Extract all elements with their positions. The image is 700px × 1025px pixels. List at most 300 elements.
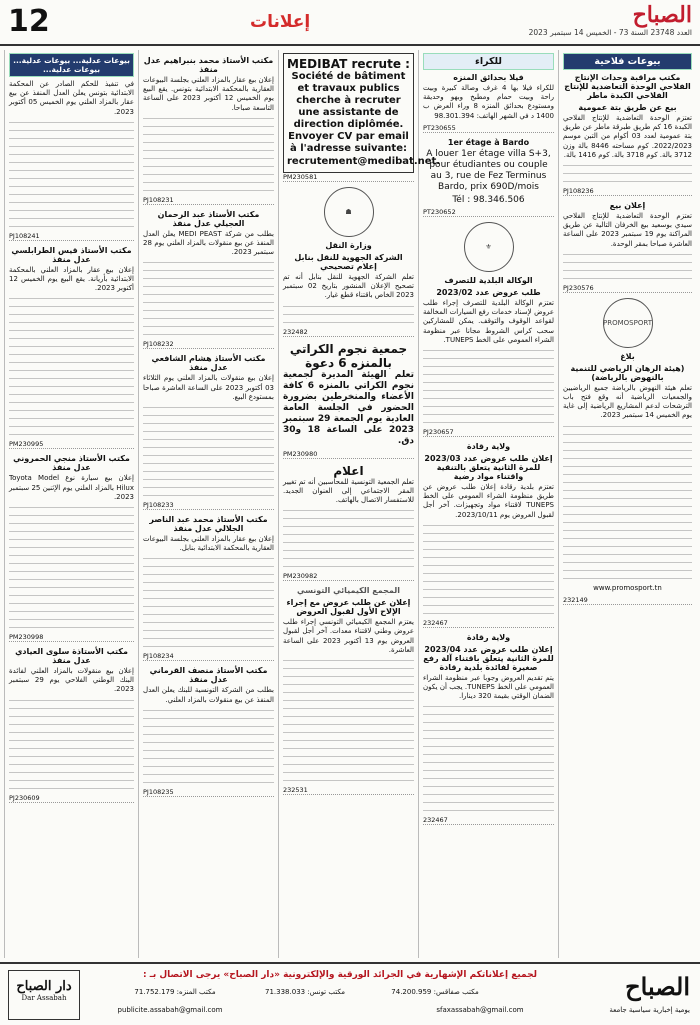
text-lines xyxy=(283,698,414,704)
text-lines xyxy=(423,603,554,609)
text-lines xyxy=(423,523,554,529)
ad-body: Société de bâtiment et travaux publics cherche à recruter une assistante de direction diplômée. Envoyer CV par email à l'adresse suivante: xyxy=(288,71,409,154)
ad-reference: PJ108236 xyxy=(563,187,692,196)
text-lines xyxy=(283,540,414,546)
text-lines xyxy=(143,732,274,738)
text-lines xyxy=(143,188,274,194)
text-lines xyxy=(563,440,692,446)
text-lines xyxy=(9,545,134,551)
ad-reference: PM230995 xyxy=(9,440,134,449)
page-number: 12 xyxy=(8,4,50,39)
text-lines xyxy=(9,416,134,422)
text-lines xyxy=(563,260,692,266)
section-title: إعلانات xyxy=(250,12,311,32)
text-lines xyxy=(563,504,692,510)
ad-reference: PT230655 xyxy=(423,124,554,133)
text-lines xyxy=(9,714,134,720)
text-lines xyxy=(143,556,274,562)
text-lines xyxy=(9,144,134,150)
text-lines xyxy=(9,136,134,142)
ad-reference: PJ108241 xyxy=(9,232,134,241)
text-lines xyxy=(9,304,134,310)
text-lines xyxy=(9,168,134,174)
ad-heading: ولاية رقادة xyxy=(466,632,511,642)
text-lines xyxy=(143,636,274,642)
text-lines xyxy=(563,488,692,494)
ad-subheading: (هيئة الرهان الرياضي للتنمية بالنهوض بالرياضة) xyxy=(570,363,685,382)
text-lines xyxy=(143,260,274,266)
text-lines xyxy=(283,738,414,744)
text-lines xyxy=(9,208,134,214)
text-lines xyxy=(563,544,692,550)
text-lines xyxy=(9,529,134,535)
text-lines xyxy=(143,316,274,322)
text-lines xyxy=(9,432,134,438)
dar-assabah-logo xyxy=(8,970,80,1020)
text-lines xyxy=(423,720,554,726)
text-lines xyxy=(9,408,134,414)
text-lines xyxy=(143,140,274,146)
text-lines xyxy=(423,752,554,758)
text-lines xyxy=(9,786,134,792)
ad-heading: مكتب الأستاذة سلوى العيادي عدل منفذ xyxy=(15,647,128,666)
newspaper-logo: الصباح xyxy=(632,2,692,28)
issue-info: العدد 23748 السنة 73 - الخميس 14 سبتمبر 2023 xyxy=(528,28,692,37)
ad-reference: PM230982 xyxy=(283,572,414,581)
text-lines xyxy=(143,772,274,778)
text-lines xyxy=(9,617,134,623)
ad-reference: PJ230576 xyxy=(563,284,692,293)
text-lines xyxy=(563,432,692,438)
text-lines xyxy=(9,746,134,752)
text-lines xyxy=(9,706,134,712)
ad-reference: PJ108233 xyxy=(143,501,274,510)
text-lines xyxy=(423,792,554,798)
text-lines xyxy=(9,384,134,390)
ad-body: بطلب من الشركة التونسية للبنك يعلن العدل المنفذ عن بيع منقولات بالمزاد العلني. xyxy=(143,686,274,704)
text-lines xyxy=(9,778,134,784)
text-lines xyxy=(423,611,554,617)
text-lines xyxy=(143,437,274,443)
column-agricultural-sales xyxy=(558,50,696,958)
ad-body: في تنفيذ للحكم الصادر عن المحكمة الابتدائية بتونس يعلن العدل المنفذ عن بيع عقار بالمزاد العلني يوم الخميس 05 أكتوبر 2023. xyxy=(9,80,134,116)
text-lines xyxy=(143,268,274,274)
ad-body: تعلم هيئة النهوض بالرياضة جميع الرياضيين والجمعيات الرياضية أنه وقع فتح باب الترشحات لدعم المشاريع الرياضية إلى غاية يوم الخميس 14 سبتمبر 2023. xyxy=(563,383,692,420)
text-lines xyxy=(9,593,134,599)
text-lines xyxy=(143,708,274,714)
text-lines xyxy=(9,120,134,126)
text-lines xyxy=(143,740,274,746)
ad-heading: وزارة النقل xyxy=(325,241,372,250)
text-lines xyxy=(563,448,692,454)
ad-reference: PT230652 xyxy=(423,208,554,217)
text-lines xyxy=(9,176,134,182)
text-lines xyxy=(143,148,274,154)
text-lines xyxy=(283,556,414,562)
text-lines xyxy=(143,324,274,330)
text-lines xyxy=(9,577,134,583)
text-lines xyxy=(9,521,134,527)
text-lines xyxy=(283,690,414,696)
text-lines xyxy=(9,730,134,736)
ad-body: تعلم الهيئة المديرة لجمعية نجوم الكراتي بالمنزه 6 كافة الأعضاء والمنخرطين بضرورة الحضور في الجلسة العامة العادية يوم الجمعة 29 سبتمبر 2023 على الساعة 18 و30 دق. xyxy=(283,369,415,446)
text-lines xyxy=(143,308,274,314)
ad-reference: 232467 xyxy=(423,619,554,628)
text-lines xyxy=(9,368,134,374)
text-lines xyxy=(283,762,414,768)
text-lines xyxy=(9,320,134,326)
text-lines xyxy=(143,116,274,122)
text-lines xyxy=(283,674,414,680)
text-lines xyxy=(423,420,554,426)
text-lines xyxy=(143,564,274,570)
text-lines xyxy=(9,738,134,744)
text-lines xyxy=(143,620,274,626)
ad-reference: PJ108232 xyxy=(143,340,274,349)
text-lines xyxy=(9,561,134,567)
text-lines xyxy=(9,128,134,134)
text-lines xyxy=(143,132,274,138)
footer-tagline: يومية إخبارية سياسية جامعة xyxy=(609,1006,690,1014)
footer-left-sub: Dar Assabah xyxy=(21,994,67,1002)
text-lines xyxy=(423,388,554,394)
text-lines xyxy=(9,400,134,406)
column-heading: بيوعات فلاحية xyxy=(563,53,692,70)
text-lines xyxy=(563,528,692,534)
text-lines xyxy=(423,571,554,577)
text-lines xyxy=(9,754,134,760)
text-lines xyxy=(143,588,274,594)
text-lines xyxy=(563,163,692,169)
page-footer xyxy=(0,962,700,1025)
text-lines xyxy=(423,704,554,710)
text-lines xyxy=(9,336,134,342)
ad-reference: 232467 xyxy=(423,816,554,825)
ad-body: تعتزم الوكالة البلدية للتصرف إجراء طلب عروض لإسناد خدمات رفع السيارات المخالفة لقواعد الوقوف والتوقف. يمكن للمشاركين سحب كراس الشروط مجانا عبر منظومة الشراء العمومي على الخط TUNEPS. xyxy=(423,299,554,344)
text-lines xyxy=(283,666,414,672)
text-lines xyxy=(283,320,414,326)
ad-body: تعتزم الوحدة التعاضدية للإنتاج الفلاحي سيدي بوسعيد بيع الخرفان التالية عن طريق المراكنة يوم 19 سبتمبر 2023 على الساعة العاشرة صباحا بمقر الوحدة. xyxy=(563,212,693,248)
text-lines xyxy=(423,412,554,418)
text-lines xyxy=(9,625,134,631)
ad-reference: 232482 xyxy=(283,328,414,337)
text-lines xyxy=(283,532,414,538)
text-lines xyxy=(563,520,692,526)
ad-heading: جمعية نجوم الكراتي بالمنزه 6 دعوة xyxy=(289,341,408,370)
ad-body: يعتزم المجمع الكيميائي التونسي إجراء طلب عروض وطني لاقتناء معدات. آخر أجل لقبول العروض يوم 13 أكتوبر 2023 على الساعة العاشرة. xyxy=(283,618,414,654)
text-lines xyxy=(9,376,134,382)
ad-body: إعلان بيع عقار بالمزاد العلني بجلسة البيوعات العقارية بالمحكمة الابتدائية بنابل. xyxy=(143,535,274,553)
text-lines xyxy=(143,405,274,411)
text-lines xyxy=(423,348,554,354)
text-lines xyxy=(9,770,134,776)
text-lines xyxy=(9,537,134,543)
text-lines xyxy=(283,770,414,776)
text-lines xyxy=(143,332,274,338)
text-lines xyxy=(143,485,274,491)
ad-phone: Tél : 98.346.506 xyxy=(452,194,525,205)
text-lines xyxy=(423,563,554,569)
text-lines xyxy=(423,364,554,370)
text-lines xyxy=(563,552,692,558)
text-lines xyxy=(143,644,274,650)
ad-heading: مكتب الأستاذ محمد عبد الناصر الجلالي عدل منفذ xyxy=(149,515,268,534)
text-lines xyxy=(9,192,134,198)
text-lines xyxy=(563,536,692,542)
text-lines xyxy=(143,300,274,306)
text-lines xyxy=(143,284,274,290)
ad-body: يتم تقديم العروض وجوبا عبر منظومة الشراء العمومي على الخط TUNEPS. يجب أن يكون الضمان الوقتي بقيمة 320 دينارا. xyxy=(423,673,554,701)
text-lines xyxy=(143,572,274,578)
text-lines xyxy=(9,184,134,190)
ad-body: للكراء فيلا بها 4 غرف وصالة كبيرة وبيت راحة وبيت حمام ومطبخ وبهو وحديقة ومستودع بحدائق المنزه 8 وراء العرض ب 1400 د في الشهر الهاتف: 98.301.394 xyxy=(423,84,554,120)
text-lines xyxy=(143,461,274,467)
text-lines xyxy=(143,292,274,298)
text-lines xyxy=(9,553,134,559)
ad-heading: بلاغ xyxy=(620,351,635,361)
ad-heading: مكتب الأستاذ قيس الطرابلسي عدل منفذ xyxy=(11,245,132,264)
page-header xyxy=(0,0,700,46)
text-lines xyxy=(143,493,274,499)
text-lines xyxy=(9,569,134,575)
text-lines xyxy=(563,560,692,566)
text-lines xyxy=(283,706,414,712)
footer-email[interactable]: publicite.assabah@gmail.com xyxy=(117,1006,223,1014)
ad-body: إعلان بيع منقولات بالمزاد العلني يوم الثلاثاء 03 أكتوبر 2023 على الساعة العاشرة صباحا بمستودع البيع. xyxy=(143,374,274,401)
text-lines xyxy=(283,714,414,720)
text-lines xyxy=(423,712,554,718)
text-lines xyxy=(423,356,554,362)
text-lines xyxy=(423,579,554,585)
footer-ad-line: لجميع إعلاناتكم الإشهارية في الجرائد الورقية والإلكترونية «دار الصباح» يرجى الاتصال بـ : xyxy=(143,970,537,980)
text-lines xyxy=(423,555,554,561)
ad-body: إعلان بيع عقار بالمزاد العلني بجلسة البيوعات العقارية بالمحكمة الابتدائية بتونس. يقع البيع يوم الخميس 12 أكتوبر 2023 على الساعة التاسعة صباحا. xyxy=(143,76,274,112)
ad-reference: 232149 xyxy=(563,596,692,605)
text-lines xyxy=(423,768,554,774)
text-lines xyxy=(143,596,274,602)
text-lines xyxy=(9,505,134,511)
ad-reference: 232531 xyxy=(283,786,414,795)
ad-body: تعلم الشركة الجهوية للنقل بنابل أنه تم تصحيح الإعلان المنشور بتاريخ 02 سبتمبر 2023 الخاص باقتناء قطع غيار. xyxy=(283,273,414,300)
text-lines xyxy=(563,424,692,430)
ad-body: إعلان بيع منقولات بالمزاد العلني لفائدة البنك الوطني الفلاحي يوم 29 سبتمبر 2023. xyxy=(9,667,135,694)
ministry-emblem: ☗ xyxy=(324,187,374,237)
text-lines xyxy=(283,746,414,752)
text-lines xyxy=(143,780,274,786)
ad-heading: 1er étage à Bardo xyxy=(447,137,530,147)
text-lines xyxy=(9,224,134,230)
text-lines xyxy=(423,728,554,734)
ad-body: تعتزم الوحدة التعاضدية للإنتاج الفلاحي الكبدة 16 كم طريق طبرقة ماطر عن طريق بتة عمومية لعدد 03 أكوام من التبن موسم 2022/2023. كوم مساحته 8446 بالة وزن 3712 بالة. كوم 3718 بالة. كوم 1416 بالة. xyxy=(563,114,692,159)
ad-heading: مكتب الأستاذ هشام الشافعي عدل منفذ xyxy=(151,354,266,373)
ad-reference: PJ230609 xyxy=(9,794,134,803)
ad-heading: اعلام xyxy=(333,463,364,478)
text-lines xyxy=(283,778,414,784)
text-lines xyxy=(143,172,274,178)
text-lines xyxy=(283,754,414,760)
text-lines xyxy=(143,453,274,459)
text-lines xyxy=(143,276,274,282)
ad-body: تعتزم بلدية رقادة إعلان طلب عروض عن طريق منظومة الشراء العمومي على الخط TUNEPS لاقتناء مواد وتجهيزات. آخر أجل لقبول العروض يوم 2023/10/11. xyxy=(423,483,554,519)
text-lines xyxy=(563,456,692,462)
text-lines xyxy=(9,762,134,768)
text-lines xyxy=(283,564,414,570)
text-lines xyxy=(283,524,414,530)
text-lines xyxy=(143,429,274,435)
ad-reference: PJ108231 xyxy=(143,196,274,205)
text-lines xyxy=(423,776,554,782)
text-lines xyxy=(423,396,554,402)
ad-heading: الوكالة البلدية للتصرف xyxy=(444,276,533,286)
text-lines xyxy=(283,304,414,310)
text-lines xyxy=(9,698,134,704)
text-lines xyxy=(9,200,134,206)
text-lines xyxy=(9,360,134,366)
text-lines xyxy=(143,756,274,762)
ad-heading: مكتب الأستاذ محمد بنبراهيم عدل منفذ xyxy=(143,56,274,74)
agency-emblem: ⚜ xyxy=(464,222,514,272)
ad-body: تعلم الجمعية التونسية للمحاسبين أنه تم تغيير المقر الاجتماعي إلى العنوان الجديد. للاستفسار الاتصال بالهاتف. xyxy=(283,477,414,505)
ad-body: A louer 1er étage villa S+3, pour étudiantes ou couple au 3, rue de Fez Terminus Bardo, prix 690D/mois xyxy=(426,148,551,192)
ad-reference: PJ108234 xyxy=(143,652,274,661)
column-court-sales xyxy=(138,50,278,958)
ad-reference: PJ108235 xyxy=(143,788,274,797)
ad-subheading: بيع عن طريق بتة عمومية xyxy=(578,103,677,112)
text-lines xyxy=(563,268,692,274)
text-lines xyxy=(283,722,414,728)
text-lines xyxy=(423,531,554,537)
ad-subheading: إعلان عن طلب عروض مع إجراء الإلاح الأول لقبول العروض xyxy=(286,598,411,617)
footer-office: مكتب صفاقس: 74.200.959 xyxy=(391,988,479,996)
text-lines xyxy=(143,421,274,427)
text-lines xyxy=(143,156,274,162)
text-lines xyxy=(563,568,692,574)
text-lines xyxy=(283,730,414,736)
text-lines xyxy=(423,736,554,742)
text-lines xyxy=(9,609,134,615)
footer-office: مكتب المنزه: 71.752.179 xyxy=(134,988,216,996)
text-lines xyxy=(423,784,554,790)
text-lines xyxy=(9,216,134,222)
text-lines xyxy=(563,480,692,486)
text-lines xyxy=(563,496,692,502)
text-lines xyxy=(423,539,554,545)
footer-logo: الصباح xyxy=(625,972,690,1001)
text-lines xyxy=(563,512,692,518)
text-lines xyxy=(423,808,554,814)
text-lines xyxy=(143,164,274,170)
text-lines xyxy=(9,722,134,728)
ad-subheading: طلب عروض عدد 2023/02 xyxy=(436,288,541,298)
ad-subheading: إعلان طلب عروض عدد 2023/03 للمرة الثانية يتعلق بالتنقية واقتناء مواد رضية xyxy=(424,454,553,482)
text-lines xyxy=(283,658,414,664)
text-lines xyxy=(143,628,274,634)
ad-reference: PM230581 xyxy=(283,173,414,182)
text-lines xyxy=(9,296,134,302)
text-lines xyxy=(9,344,134,350)
text-lines xyxy=(563,252,692,258)
ad-reference: PM230980 xyxy=(283,450,414,459)
text-lines xyxy=(143,124,274,130)
text-lines xyxy=(9,513,134,519)
promosport-logo: PROMOSPORT xyxy=(603,298,653,348)
text-lines xyxy=(563,276,692,282)
ad-heading: مكتب مراقبة وحدات الإنتاج الفلاحي الوحدة التعاضدية للإنتاج الفلاحي الكبدة ماطر xyxy=(564,73,691,100)
text-lines xyxy=(9,424,134,430)
text-lines xyxy=(9,601,134,607)
text-lines xyxy=(143,469,274,475)
text-lines xyxy=(143,477,274,483)
text-lines xyxy=(423,380,554,386)
text-lines xyxy=(9,392,134,398)
text-lines xyxy=(143,764,274,770)
text-lines xyxy=(283,312,414,318)
ad-reference: PJ230657 xyxy=(423,428,554,437)
column-heading: للكراء xyxy=(423,53,554,70)
text-lines xyxy=(563,179,692,185)
text-lines xyxy=(143,612,274,618)
text-lines xyxy=(9,328,134,334)
column-rentals xyxy=(418,50,558,958)
ad-body: بطلب من شركة MEDI PEAST يعلن العدل المنفذ عن بيع منقولات بالمزاد العلني يوم 28 سبتمبر 2023. xyxy=(143,229,275,257)
text-lines xyxy=(423,547,554,553)
ad-heading: ولاية رقادة xyxy=(466,442,511,452)
ad-heading: مكتب الأستاذ منصف القرماني عدل منفذ xyxy=(149,666,268,685)
column-heading: بيوعات عدلية... بيوعات عدلية... بيوعات عدلية... xyxy=(9,53,134,77)
text-lines xyxy=(9,160,134,166)
text-lines xyxy=(143,180,274,186)
ad-subheading: الشركة الجهوية للنقل بنابل إعلام تصحيحي xyxy=(294,253,403,271)
text-lines xyxy=(423,595,554,601)
text-lines xyxy=(9,312,134,318)
text-lines xyxy=(9,152,134,158)
website-link[interactable]: www.promosport.tn xyxy=(593,583,662,592)
text-lines xyxy=(143,445,274,451)
text-lines xyxy=(563,576,692,582)
footer-left-logo: دار الصباح xyxy=(16,979,72,994)
ad-reference: PM230998 xyxy=(9,633,134,642)
ad-heading: فيلا بحدائق المنزه xyxy=(453,73,524,82)
ad-email[interactable]: recrutement@medibat.net. xyxy=(287,156,441,167)
ad-heading: مكتب الأستاذ عبد الرحمان العجيلي عدل منفذ xyxy=(157,209,260,228)
text-lines xyxy=(143,724,274,730)
footer-email[interactable]: sfaxassabah@gmail.com xyxy=(436,1006,524,1014)
text-lines xyxy=(143,413,274,419)
text-lines xyxy=(9,585,134,591)
text-lines xyxy=(143,580,274,586)
ad-subheading: إعلان طلب عروض عدد 2023/04 للمرة الثانية يتعلق باقتناء آلة رفع صغيرة لفائدة بلدية رقادة xyxy=(423,644,554,672)
column-judicial-sales xyxy=(4,50,138,958)
ad-heading: MEDIBAT recrute : xyxy=(287,57,410,71)
text-lines xyxy=(563,472,692,478)
ad-heading: مكتب الأستاذ منجي الحمروني عدل منفذ xyxy=(13,454,130,473)
text-lines xyxy=(563,464,692,470)
text-lines xyxy=(423,404,554,410)
text-lines xyxy=(283,548,414,554)
text-lines xyxy=(423,744,554,750)
text-lines xyxy=(283,516,414,522)
text-lines xyxy=(9,352,134,358)
text-lines xyxy=(283,508,414,514)
ad-body: إعلان بيع سيارة نوع Toyota Model Hilux بالمزاد العلني يوم الإثنين 25 سبتمبر 2023. xyxy=(9,474,134,501)
text-lines xyxy=(423,372,554,378)
text-lines xyxy=(283,682,414,688)
text-lines xyxy=(423,800,554,806)
text-lines xyxy=(143,604,274,610)
text-lines xyxy=(423,587,554,593)
footer-office: مكتب تونس: 71.338.033 xyxy=(265,988,345,996)
text-lines xyxy=(563,171,692,177)
